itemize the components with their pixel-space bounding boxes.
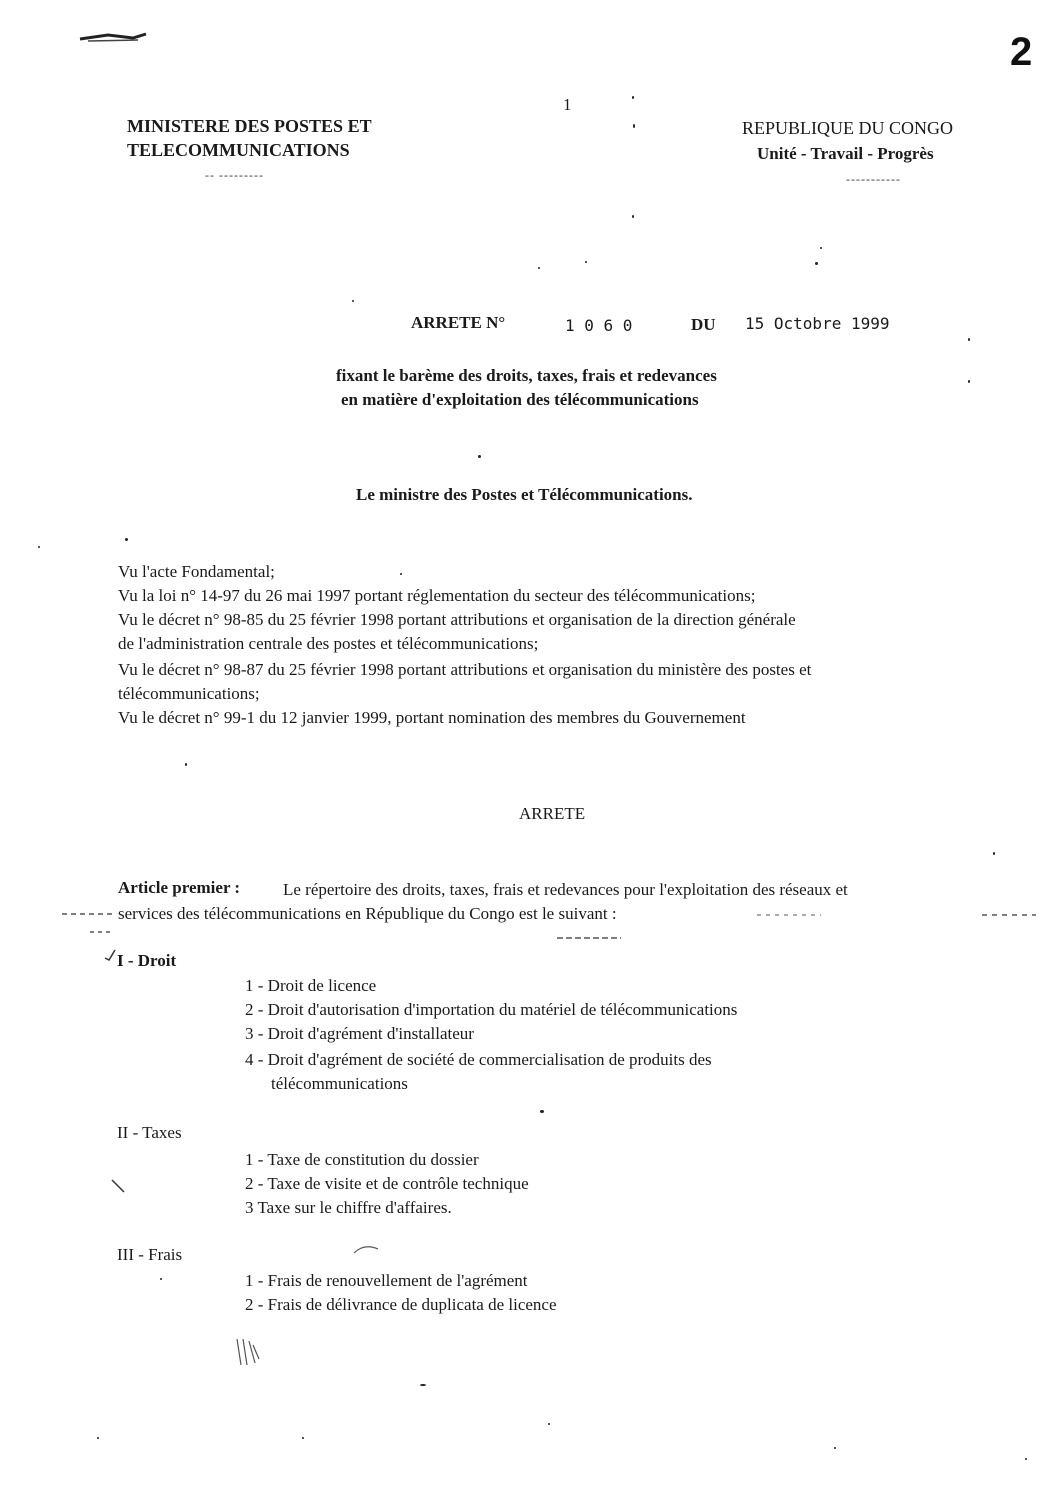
dash-mark-icon [755,912,825,918]
list-item: télécommunications [271,1074,408,1093]
list-item: 1 - Taxe de constitution du dossier [245,1150,479,1169]
page-number: 2 [1010,30,1033,74]
list-item: 2 - Droit d'autorisation d'importation du matériel de télécommunications [245,1000,738,1019]
visa-line: de l'administration centrale des postes et télécommunications; [118,634,539,653]
article1-text-line2: services des télécommunications en République du Congo est le suivant : [118,904,617,923]
visa-line: Vu le décret n° 98-85 du 25 février 1998 portant attributions et organisation de la direction générale [118,610,796,629]
list-item: 2 - Taxe de visite et de contrôle technique [245,1174,529,1193]
visa-line: Vu la loi n° 14-97 du 26 mai 1997 portant réglementation du secteur des télécommunications; [118,586,756,605]
ministry-line2: TELECOMMUNICATIONS [127,140,350,160]
list-item: 2 - Frais de délivrance de duplicata de licence [245,1295,557,1314]
list-item: 4 - Droit d'agrément de société de commercialisation de produits des [245,1050,712,1069]
scribble-icon [78,31,148,43]
list-item: 1 - Droit de licence [245,976,377,995]
article1-label: Article premier : [118,878,241,897]
republic-title: REPUBLIQUE DU CONGO [742,118,953,138]
margin-mark-icon [110,1178,130,1198]
decree-date: 15 Octobre 1999 [745,314,890,333]
page-index: 1 [563,95,572,114]
list-item: 1 - Frais de renouvellement de l'agrément [245,1271,528,1290]
list-item: 3 Taxe sur le chiffre d'affaires. [245,1198,452,1217]
minister-title: Le ministre des Postes et Télécommunications. [356,485,693,504]
section-taxes-heading: II - Taxes [117,1123,182,1142]
republic-rule: ----------- [846,172,901,186]
decree-subject-line2: en matière d'exploitation des télécommunications [341,390,699,409]
visa-line: Vu le décret n° 98-87 du 25 février 1998 portant attributions et organisation du ministère des postes et [118,660,812,679]
list-item: 3 - Droit d'agrément d'installateur [245,1024,474,1043]
decree-number: 1 0 6 0 [565,316,633,335]
ministry-rule: -- --------- [205,168,264,182]
arrete-heading: ARRETE [519,804,586,823]
section-droit-heading: I - Droit [117,951,177,970]
visa-line: Vu l'acte Fondamental; [118,562,275,581]
ministry-line1: MINISTERE DES POSTES ET [127,116,372,136]
dash-mark-icon [555,935,625,941]
margin-mark-icon [103,948,117,962]
republic-motto: Unité - Travail - Progrès [757,144,934,163]
scribble-icon [233,1335,263,1369]
section-frais-heading: III - Frais [117,1245,183,1264]
visa-line: télécommunications; [118,684,260,703]
decree-subject-line1: fixant le barème des droits, taxes, frais et redevances [336,366,717,385]
article1-text-line1: Le répertoire des droits, taxes, frais et redevances pour l'exploitation des réseaux et [283,880,848,899]
scan-artifact-top [78,30,148,42]
decree-du: DU [691,315,716,334]
margin-mark-icon [352,1243,382,1257]
decree-label: ARRETE N° [411,313,506,332]
dash-mark-icon [60,912,116,942]
visa-line: Vu le décret n° 99-1 du 12 janvier 1999, portant nomination des membres du Gouvernement [118,708,746,727]
dash-mark-icon [980,912,1040,918]
